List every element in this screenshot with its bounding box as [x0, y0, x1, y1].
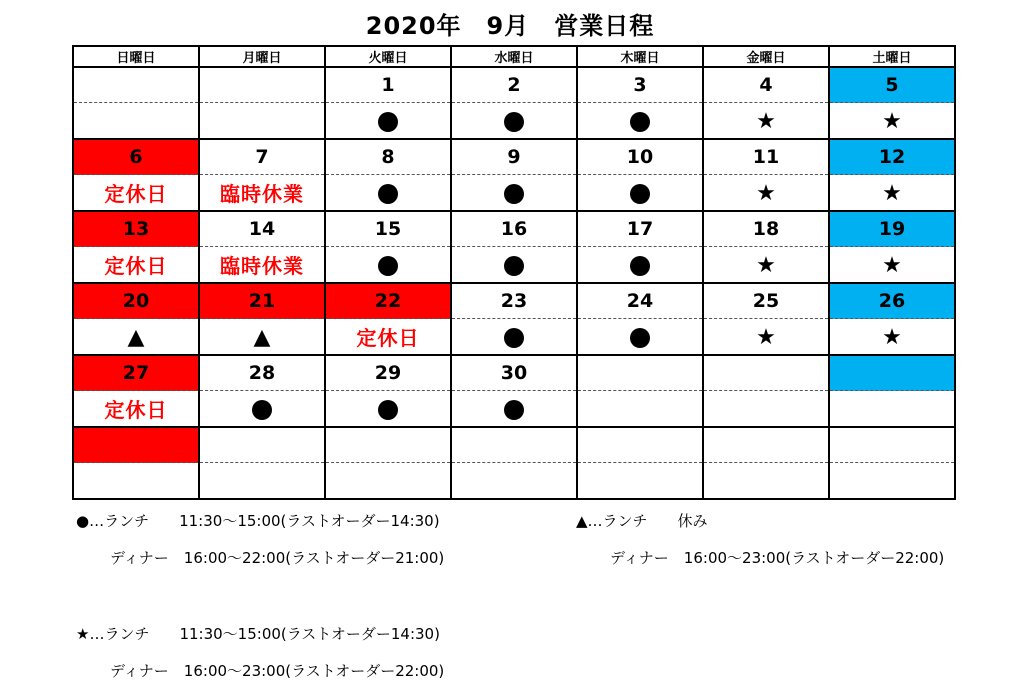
status-cell: [451, 319, 577, 356]
weekday-header: 土曜日: [829, 46, 955, 67]
status-cell: [703, 247, 829, 284]
status-cell: [199, 463, 325, 500]
date-cell: 24: [577, 283, 703, 319]
status-cell: [703, 175, 829, 212]
legend-dot-dinner: ディナー 16:00～22:00(ラストオーダー21:00): [110, 549, 445, 567]
status-cell: [829, 175, 955, 212]
weekday-header: 月曜日: [199, 46, 325, 67]
date-cell: 5: [829, 67, 955, 103]
closed-note: 定休日: [104, 182, 168, 206]
week-status-row: [73, 391, 955, 428]
date-cell: 6: [73, 139, 199, 175]
status-cell: [829, 391, 955, 428]
circle-icon: [378, 400, 398, 420]
status-cell: [451, 391, 577, 428]
star-icon: ★: [882, 108, 902, 134]
date-cell: 15: [325, 211, 451, 247]
circle-icon: [630, 328, 650, 348]
week-date-row: [73, 355, 955, 391]
status-cell: [577, 175, 703, 212]
circle-icon: [504, 256, 524, 276]
date-cell: 17: [577, 211, 703, 247]
weekday-header: 日曜日: [73, 46, 199, 67]
date-cell: [829, 427, 955, 463]
date-cell: [73, 427, 199, 463]
status-cell: [829, 319, 955, 356]
closed-note: 定休日: [104, 254, 168, 278]
legend-dot-lunch: ●…ランチ 11:30～15:00(ラストオーダー14:30): [76, 512, 440, 530]
legend-triangle-dinner: ディナー 16:00～23:00(ラストオーダー22:00): [610, 549, 945, 567]
date-cell: [73, 67, 199, 103]
circle-icon: [630, 184, 650, 204]
status-cell: [451, 103, 577, 140]
date-cell: 19: [829, 211, 955, 247]
status-cell: [829, 463, 955, 500]
status-cell: [325, 319, 451, 356]
date-cell: 18: [703, 211, 829, 247]
status-cell: [73, 103, 199, 140]
status-cell: [73, 391, 199, 428]
status-cell: [199, 175, 325, 212]
date-cell: 9: [451, 139, 577, 175]
star-icon: ★: [882, 324, 902, 350]
status-cell: [325, 175, 451, 212]
date-cell: [829, 355, 955, 391]
circle-icon: [504, 112, 524, 132]
closed-note: 臨時休業: [220, 182, 304, 206]
status-cell: [73, 463, 199, 500]
status-cell: [73, 175, 199, 212]
status-cell: [829, 247, 955, 284]
weekday-header: 木曜日: [577, 46, 703, 67]
week-status-row: [73, 175, 955, 212]
date-cell: 16: [451, 211, 577, 247]
date-cell: 7: [199, 139, 325, 175]
star-icon: ★: [882, 252, 902, 278]
date-cell: [199, 67, 325, 103]
date-cell: 2: [451, 67, 577, 103]
circle-icon: [630, 112, 650, 132]
date-cell: 22: [325, 283, 451, 319]
date-cell: [703, 355, 829, 391]
triangle-icon: ▲: [253, 324, 271, 350]
status-cell: [451, 175, 577, 212]
week-date-row: [73, 67, 955, 103]
week-status-row: [73, 103, 955, 140]
schedule-calendar: [72, 45, 956, 500]
circle-icon: [504, 184, 524, 204]
status-cell: [325, 247, 451, 284]
status-cell: [325, 463, 451, 500]
date-cell: 23: [451, 283, 577, 319]
date-cell: [703, 427, 829, 463]
status-cell: [199, 103, 325, 140]
week-date-row: [73, 211, 955, 247]
weekday-header: 火曜日: [325, 46, 451, 67]
date-cell: 20: [73, 283, 199, 319]
weekday-header-row: [73, 46, 955, 67]
date-cell: 13: [73, 211, 199, 247]
status-cell: [577, 247, 703, 284]
date-cell: [451, 427, 577, 463]
date-cell: 28: [199, 355, 325, 391]
week-date-row: [73, 139, 955, 175]
week-date-row: [73, 283, 955, 319]
date-cell: 4: [703, 67, 829, 103]
date-cell: 1: [325, 67, 451, 103]
status-cell: [577, 391, 703, 428]
status-cell: [199, 319, 325, 356]
circle-icon: [252, 400, 272, 420]
week-date-row: [73, 427, 955, 463]
star-icon: ★: [756, 108, 776, 134]
status-cell: [703, 319, 829, 356]
circle-icon: [378, 256, 398, 276]
status-cell: [703, 463, 829, 500]
calendar-body: [73, 67, 955, 499]
closed-note: 定休日: [104, 398, 168, 422]
date-cell: 8: [325, 139, 451, 175]
date-cell: 26: [829, 283, 955, 319]
status-cell: [325, 391, 451, 428]
circle-icon: [504, 328, 524, 348]
status-cell: [199, 391, 325, 428]
circle-icon: [630, 256, 650, 276]
date-cell: 25: [703, 283, 829, 319]
week-status-row: [73, 463, 955, 500]
date-cell: 30: [451, 355, 577, 391]
week-status-row: [73, 319, 955, 356]
star-icon: ★: [756, 180, 776, 206]
weekday-header: 水曜日: [451, 46, 577, 67]
date-cell: 12: [829, 139, 955, 175]
status-cell: [577, 463, 703, 500]
closed-note: 臨時休業: [220, 254, 304, 278]
date-cell: 29: [325, 355, 451, 391]
date-cell: 11: [703, 139, 829, 175]
status-cell: [703, 103, 829, 140]
date-cell: [577, 427, 703, 463]
date-cell: [577, 355, 703, 391]
status-cell: [577, 319, 703, 356]
circle-icon: [378, 112, 398, 132]
star-icon: ★: [756, 252, 776, 278]
date-cell: 3: [577, 67, 703, 103]
status-cell: [73, 247, 199, 284]
status-cell: [577, 103, 703, 140]
weekday-header: 金曜日: [703, 46, 829, 67]
closed-note: 定休日: [356, 326, 420, 350]
legend-star-dinner: ディナー 16:00～23:00(ラストオーダー22:00): [110, 662, 445, 680]
status-cell: [829, 103, 955, 140]
status-cell: [451, 463, 577, 500]
status-cell: [703, 391, 829, 428]
date-cell: [325, 427, 451, 463]
status-cell: [451, 247, 577, 284]
legend-star-lunch: ★…ランチ 11:30～15:00(ラストオーダー14:30): [76, 625, 440, 643]
star-icon: ★: [756, 324, 776, 350]
date-cell: 14: [199, 211, 325, 247]
status-cell: [199, 247, 325, 284]
legend-triangle-lunch: ▲…ランチ 休み: [576, 512, 708, 530]
week-status-row: [73, 247, 955, 284]
triangle-icon: ▲: [127, 324, 145, 350]
circle-icon: [378, 184, 398, 204]
date-cell: 27: [73, 355, 199, 391]
star-icon: ★: [882, 180, 902, 206]
date-cell: 21: [199, 283, 325, 319]
status-cell: [73, 319, 199, 356]
page-title: 2020年 9月 営業日程: [365, 12, 655, 40]
status-cell: [325, 103, 451, 140]
date-cell: [199, 427, 325, 463]
date-cell: 10: [577, 139, 703, 175]
circle-icon: [504, 400, 524, 420]
